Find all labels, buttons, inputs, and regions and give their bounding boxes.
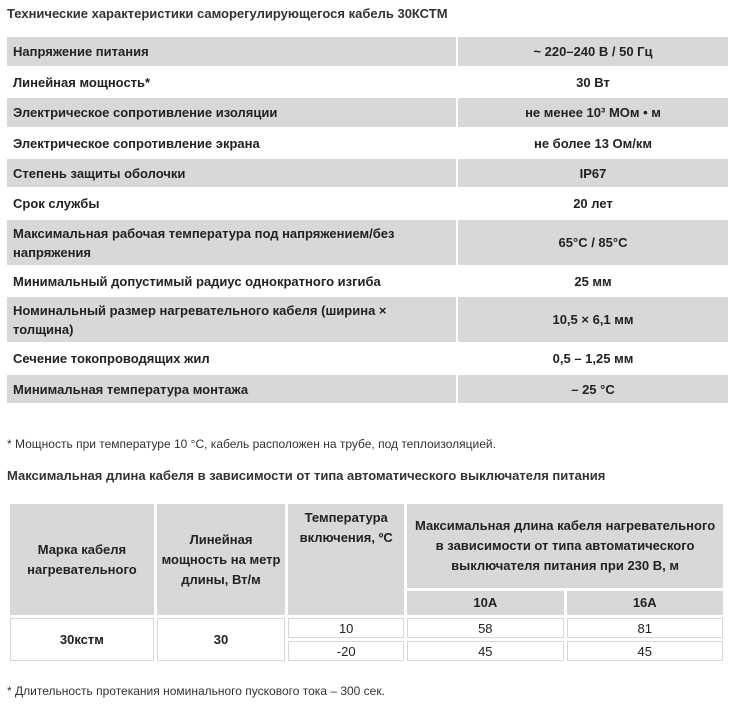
spec-row: [7, 37, 728, 66]
specs-table: [7, 35, 728, 405]
spec-row: [7, 189, 728, 218]
power-footnote: * Мощность при температуре 10 °С, кабель расположен на трубе, под теплоизоляцией.: [7, 437, 496, 451]
spec-row: [7, 267, 728, 295]
current-footnote: * Длительность протекания номинального пускового тока – 300 сек.: [7, 684, 385, 698]
length-heading: Максимальная длина кабеля в зависимости от типа автоматического выключателя питания: [7, 468, 606, 483]
spec-row: [7, 68, 728, 96]
spec-label: Электрическое сопротивление экрана: [7, 129, 458, 157]
spec-label: Минимальная температура монтажа: [7, 375, 458, 403]
spec-row: [7, 344, 728, 373]
spec-value: 10,5 × 6,1 мм: [458, 297, 728, 342]
length-10a-cell: 58: [407, 618, 563, 638]
spec-row: [7, 159, 728, 187]
spec-label: Номинальный размер нагревательного кабеля (ширина × толщина): [7, 297, 458, 342]
spec-value: 30 Вт: [458, 68, 728, 96]
spec-label: Степень защиты оболочки: [7, 159, 458, 187]
spec-row: [7, 129, 728, 157]
spec-row: [7, 98, 728, 127]
col-header-power: Линейная мощность на метр длины, Вт/м: [157, 504, 285, 615]
spec-value: не менее 10³ МОм • м: [458, 98, 728, 127]
spec-label: Электрическое сопротивление изоляции: [7, 98, 458, 127]
length-10a-cell: 45: [407, 641, 563, 661]
length-16a-cell: 45: [567, 641, 723, 661]
spec-value: 65°C / 85°C: [458, 220, 728, 265]
length-table: [7, 501, 726, 664]
spec-label: Линейная мощность*: [7, 68, 458, 96]
spec-row: [7, 375, 728, 403]
row-brand: 30кстм: [10, 618, 154, 661]
spec-value: не более 13 Ом/км: [458, 129, 728, 157]
spec-label: Срок службы: [7, 189, 458, 218]
temp-cell: 10: [288, 618, 404, 638]
row-power: 30: [157, 618, 285, 661]
col-header-max-length: Максимальная длина кабеля нагревательного в зависимости от типа автоматического выключателя питания при 230 В, м: [407, 504, 723, 588]
spec-row: [7, 297, 728, 342]
spec-row: [7, 220, 728, 265]
spec-label: Максимальная рабочая температура под напряжением/без напряжения: [7, 220, 458, 265]
spec-value: – 25 °C: [458, 375, 728, 403]
spec-value: 0,5 – 1,25 мм: [458, 344, 728, 373]
col-header-temperature: Температура включения, ºС: [288, 504, 404, 615]
col-header-16a: 16А: [567, 591, 723, 615]
spec-label: Минимальный допустимый радиус однократного изгиба: [7, 267, 458, 295]
spec-value: ~ 220–240 В / 50 Гц: [458, 37, 728, 66]
spec-value: 25 мм: [458, 267, 728, 295]
col-header-10a: 10А: [407, 591, 563, 615]
spec-value: 20 лет: [458, 189, 728, 218]
spec-value: IP67: [458, 159, 728, 187]
col-header-brand: Марка кабеля нагревательного: [10, 504, 154, 615]
temp-cell: -20: [288, 641, 404, 661]
spec-label: Сечение токопроводящих жил: [7, 344, 458, 373]
specs-heading: Технические характеристики саморегулирующегося кабель 30КСТМ: [7, 6, 448, 21]
spec-label: Напряжение питания: [7, 37, 458, 66]
length-16a-cell: 81: [567, 618, 723, 638]
